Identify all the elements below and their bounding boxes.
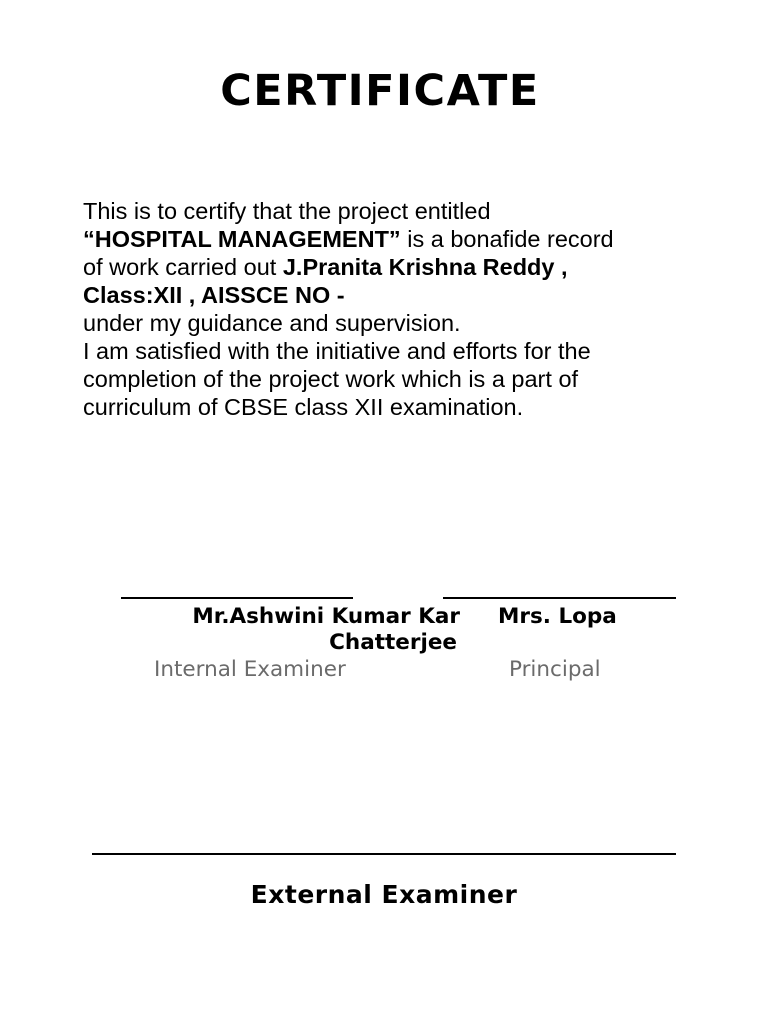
body-line-8: curriculum of CBSE class XII examination. (83, 394, 524, 420)
body-line-5: under my guidance and supervision. (83, 310, 461, 336)
internal-signature-line (121, 597, 353, 599)
project-title: “HOSPITAL MANAGEMENT” (83, 226, 401, 252)
principal-signature-line (443, 597, 676, 599)
student-name: J.Pranita Krishna Reddy , (282, 254, 568, 280)
principal-name: Mrs. Lopa (498, 604, 617, 629)
body-line-6: I am satisfied with the initiative and efforts for the (83, 338, 591, 364)
internal-examiner-name: Mr.Ashwini Kumar Kar (192, 604, 460, 629)
certificate-title: CERTIFICATE (220, 66, 540, 116)
external-examiner-label: External Examiner (250, 880, 518, 909)
body-line-3: of work carried out (83, 254, 283, 280)
body-line-7: completion of the project work which is a part of (83, 366, 579, 392)
class-info: Class:XII , AISSCE NO - (83, 282, 345, 308)
principal-name-continued: Chatterjee (329, 630, 457, 655)
external-signature-line (92, 853, 676, 855)
body-line-2: is a bonafide record (400, 226, 614, 252)
certificate-body (83, 197, 693, 421)
body-line-1: This is to certify that the project entitled (83, 198, 491, 224)
principal-role: Principal (509, 657, 601, 682)
internal-examiner-role: Internal Examiner (154, 657, 346, 682)
